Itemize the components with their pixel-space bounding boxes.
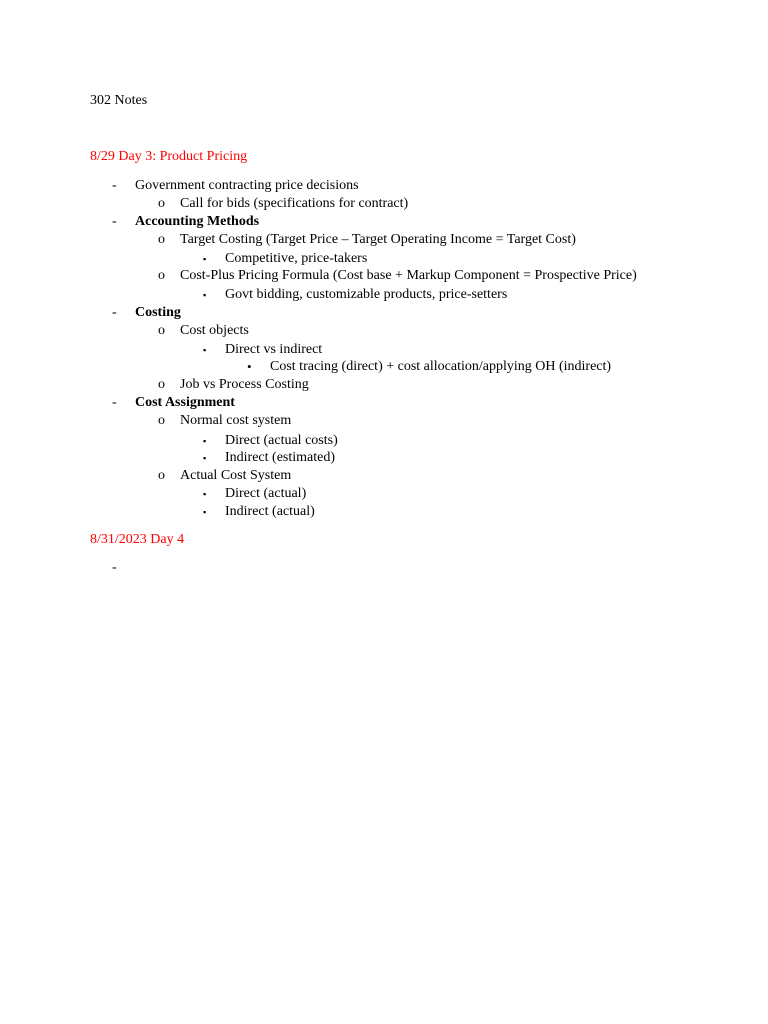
bullet-marker-level1: -	[112, 214, 117, 229]
list-item: Direct vs indirect	[225, 342, 323, 357]
bullet-marker-level3: ▪	[203, 290, 207, 300]
bullet-marker-level2: o	[158, 413, 165, 428]
list-item: Cost objects	[180, 323, 249, 338]
section-heading-day3: 8/29 Day 3: Product Pricing	[90, 149, 248, 164]
list-item: Accounting Methods	[135, 214, 260, 229]
bullet-marker-level3: ▪	[203, 436, 207, 446]
document-title: 302 Notes	[90, 93, 148, 108]
bullet-marker-level2: o	[158, 232, 165, 247]
list-item: Competitive, price-takers	[225, 251, 368, 266]
bullet-marker-level3: ▪	[203, 453, 207, 463]
bullet-marker-level3: ▪	[203, 489, 207, 499]
bullet-marker-level4: •	[247, 359, 252, 374]
bullet-marker-level2: o	[158, 377, 165, 392]
bullet-marker-level2: o	[158, 468, 165, 483]
list-item: Cost Assignment	[135, 395, 235, 410]
list-item: Direct (actual)	[225, 486, 307, 501]
bullet-marker-level2: o	[158, 323, 165, 338]
bullet-marker-level2: o	[158, 268, 165, 283]
bullet-marker-level3: ▪	[203, 507, 207, 517]
list-item: Target Costing (Target Price – Target Operating Income = Target Cost)	[180, 232, 576, 247]
list-item: Job vs Process Costing	[180, 377, 309, 392]
list-item: Normal cost system	[180, 413, 292, 428]
list-item: Direct (actual costs)	[225, 433, 338, 448]
bullet-marker-level3: ▪	[203, 345, 207, 355]
list-item: Indirect (estimated)	[225, 450, 336, 465]
list-item: Call for bids (specifications for contract)	[180, 196, 409, 211]
list-item: Costing	[135, 305, 181, 320]
bullet-marker-level3: ▪	[203, 254, 207, 264]
bullet-marker-level1: -	[112, 395, 117, 410]
list-item: Actual Cost System	[180, 468, 292, 483]
list-item: Cost tracing (direct) + cost allocation/applying OH (indirect)	[270, 359, 612, 374]
bullet-marker-level2: o	[158, 196, 165, 211]
list-item: Govt bidding, customizable products, price-setters	[225, 287, 508, 302]
bullet-marker-level1: -	[112, 560, 117, 575]
list-item: Indirect (actual)	[225, 504, 315, 519]
bullet-marker-level1: -	[112, 178, 117, 193]
bullet-marker-level1: -	[112, 305, 117, 320]
section-heading-day4: 8/31/2023 Day 4	[90, 532, 185, 547]
list-item: Cost-Plus Pricing Formula (Cost base + Markup Component = Prospective Price)	[180, 268, 637, 283]
list-item: Government contracting price decisions	[135, 178, 359, 193]
